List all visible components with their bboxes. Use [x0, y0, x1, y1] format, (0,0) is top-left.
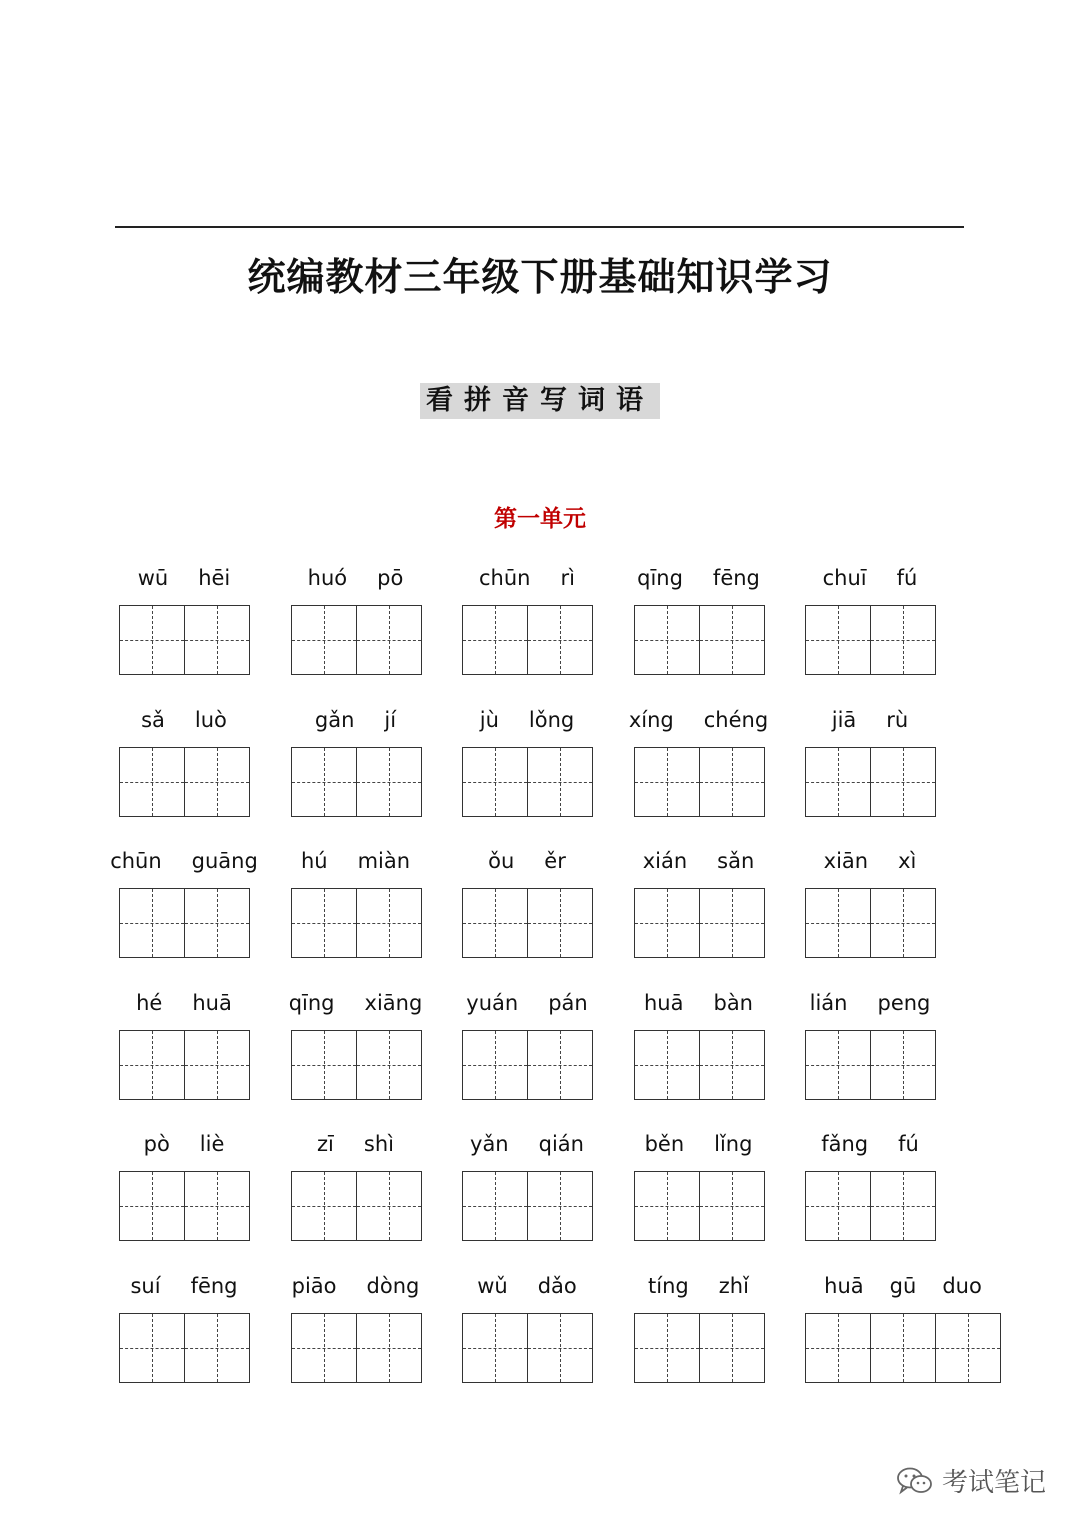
- pinyin-label: [803, 849, 937, 879]
- pinyin-label: [289, 566, 423, 596]
- writing-cell[interactable]: [805, 747, 871, 817]
- pinyin-label: [632, 849, 766, 879]
- writing-cell[interactable]: [357, 1313, 422, 1383]
- writing-cell[interactable]: [119, 1171, 185, 1241]
- writing-boxes: [805, 605, 936, 675]
- pinyin-syllable: zī: [317, 1132, 334, 1157]
- pinyin-syllable: běn: [644, 1132, 685, 1157]
- pinyin-syllable: fú: [896, 566, 918, 590]
- writing-boxes: [119, 888, 250, 958]
- pinyin-label: [289, 1132, 423, 1162]
- pinyin-syllable: yǎn: [470, 1132, 509, 1157]
- pinyin-label: [803, 1132, 937, 1162]
- pinyin-label: [289, 708, 423, 738]
- pinyin-syllable: wǔ: [477, 1273, 508, 1298]
- writing-cell[interactable]: [871, 1171, 936, 1241]
- pinyin-syllable: sǎn: [717, 849, 755, 874]
- writing-cell[interactable]: [700, 888, 765, 958]
- writing-boxes: [291, 888, 422, 958]
- writing-boxes: [634, 747, 765, 817]
- pinyin-syllable: huā: [824, 1273, 864, 1298]
- pinyin-syllable: guāng: [191, 849, 258, 874]
- writing-cell[interactable]: [634, 605, 700, 675]
- writing-boxes: [119, 1313, 250, 1383]
- writing-cell[interactable]: [291, 888, 357, 958]
- writing-cell[interactable]: [871, 1313, 936, 1383]
- word-item: [632, 843, 804, 985]
- writing-boxes: [462, 1313, 593, 1383]
- writing-cell[interactable]: [185, 747, 250, 817]
- pinyin-label: [117, 708, 251, 738]
- writing-cell[interactable]: [528, 605, 593, 675]
- writing-cell[interactable]: [528, 1313, 593, 1383]
- pinyin-label: [632, 991, 766, 1021]
- writing-boxes: [462, 747, 593, 817]
- writing-boxes: [462, 1171, 593, 1241]
- word-item: [460, 843, 632, 985]
- pinyin-syllable: pán: [548, 990, 588, 1015]
- writing-cell[interactable]: [805, 605, 871, 675]
- writing-cell[interactable]: [119, 747, 185, 817]
- writing-boxes: [119, 747, 250, 817]
- pinyin-syllable: qián: [538, 1132, 584, 1157]
- word-item: [632, 1126, 804, 1268]
- writing-cell[interactable]: [528, 1030, 593, 1100]
- pinyin-syllable: lǒng: [528, 707, 575, 732]
- pinyin-label: [460, 1132, 594, 1162]
- writing-cell[interactable]: [871, 1030, 936, 1100]
- pinyin-syllable: piāo: [291, 1273, 337, 1298]
- writing-cell[interactable]: [528, 888, 593, 958]
- pinyin-syllable: luò: [194, 707, 227, 732]
- pinyin-syllable: hé: [136, 990, 163, 1015]
- pinyin-syllable: peng: [877, 990, 931, 1015]
- pinyin-label: [803, 566, 937, 596]
- writing-cell[interactable]: [634, 1171, 700, 1241]
- writing-cell[interactable]: [291, 1313, 357, 1383]
- writing-cell[interactable]: [634, 747, 700, 817]
- pinyin-syllable: xíng: [628, 707, 674, 732]
- writing-boxes: [119, 605, 250, 675]
- pinyin-syllable: chūn: [479, 566, 531, 590]
- writing-boxes: [119, 1030, 250, 1100]
- word-item: [289, 560, 461, 702]
- pinyin-label: [110, 849, 258, 879]
- word-item: [460, 560, 632, 702]
- pinyin-syllable: fǎng: [821, 1132, 869, 1157]
- pinyin-syllable: liè: [199, 1132, 225, 1157]
- pinyin-label: [460, 566, 594, 596]
- top-rule: [115, 226, 964, 228]
- watermark-text: 考试笔记: [941, 1468, 1046, 1498]
- watermark: [896, 1462, 1046, 1499]
- writing-cell[interactable]: [357, 605, 422, 675]
- pinyin-syllable: fú: [898, 1132, 919, 1157]
- writing-cell[interactable]: [462, 605, 528, 675]
- writing-boxes: [805, 1313, 1001, 1383]
- writing-cell[interactable]: [871, 747, 936, 817]
- pinyin-label: [289, 1274, 423, 1304]
- word-item: [289, 1268, 461, 1410]
- writing-cell[interactable]: [700, 1171, 765, 1241]
- writing-boxes: [291, 1171, 422, 1241]
- pinyin-syllable: jiā: [831, 707, 857, 732]
- pinyin-syllable: pō: [377, 566, 404, 590]
- writing-boxes: [291, 1030, 422, 1100]
- writing-boxes: [634, 1030, 765, 1100]
- pinyin-syllable: chūn: [110, 849, 162, 874]
- writing-cell[interactable]: [291, 605, 357, 675]
- writing-cell[interactable]: [185, 1171, 250, 1241]
- wechat-icon: [896, 1466, 934, 1496]
- writing-cell[interactable]: [805, 1030, 871, 1100]
- word-item: [460, 1126, 632, 1268]
- writing-boxes: [291, 747, 422, 817]
- writing-boxes: [805, 747, 936, 817]
- pinyin-syllable: gǎn: [314, 707, 355, 732]
- pinyin-syllable: lián: [809, 990, 848, 1015]
- pinyin-syllable: xiāng: [364, 990, 423, 1015]
- word-item: [632, 985, 804, 1127]
- pinyin-label: [632, 1274, 766, 1304]
- writing-boxes: [634, 1313, 765, 1383]
- word-item: [803, 1268, 982, 1410]
- pinyin-label: [803, 708, 937, 738]
- writing-cell[interactable]: [805, 1313, 871, 1383]
- pinyin-syllable: huó: [307, 566, 348, 590]
- pinyin-syllable: xiān: [823, 849, 869, 874]
- pinyin-syllable: xì: [898, 849, 917, 874]
- writing-boxes: [291, 605, 422, 675]
- pinyin-label: [117, 1274, 251, 1304]
- page-title: 统编教材三年级下册基础知识学习: [247, 255, 833, 299]
- writing-boxes: [634, 1171, 765, 1241]
- word-item: [460, 1268, 632, 1410]
- word-item: [803, 560, 975, 702]
- writing-cell[interactable]: [462, 1030, 528, 1100]
- writing-cell[interactable]: [871, 888, 936, 958]
- word-item: [628, 702, 804, 844]
- section-heading: 看拼音写词语: [420, 383, 660, 419]
- writing-cell[interactable]: [185, 888, 250, 958]
- writing-cell[interactable]: [936, 1313, 1001, 1383]
- pinyin-syllable: gū: [889, 1273, 917, 1298]
- pinyin-syllable: fēng: [190, 1273, 238, 1298]
- pinyin-label: [803, 991, 937, 1021]
- pinyin-syllable: fēng: [712, 566, 760, 590]
- pinyin-syllable: jù: [479, 707, 499, 732]
- pinyin-label: [289, 849, 423, 879]
- pinyin-syllable: dòng: [366, 1273, 420, 1298]
- word-item: [289, 985, 461, 1127]
- writing-cell[interactable]: [185, 1313, 250, 1383]
- word-item: [803, 843, 975, 985]
- writing-cell[interactable]: [119, 1030, 185, 1100]
- writing-cell[interactable]: [462, 1171, 528, 1241]
- pinyin-syllable: sǎ: [141, 707, 165, 732]
- word-item: [460, 702, 632, 844]
- writing-cell[interactable]: [700, 1313, 765, 1383]
- writing-cell[interactable]: [805, 888, 871, 958]
- pinyin-label: [460, 991, 594, 1021]
- writing-boxes: [634, 888, 765, 958]
- pinyin-syllable: shì: [363, 1132, 394, 1157]
- word-item: [632, 1268, 804, 1410]
- unit-title: 第一单元: [494, 506, 586, 532]
- writing-cell[interactable]: [634, 1030, 700, 1100]
- writing-cell[interactable]: [291, 747, 357, 817]
- writing-boxes: [462, 888, 593, 958]
- pinyin-syllable: miàn: [357, 849, 411, 874]
- pinyin-syllable: ǒu: [488, 849, 515, 874]
- pinyin-label: [289, 991, 423, 1021]
- pinyin-syllable: huā: [192, 990, 232, 1015]
- pinyin-label: [117, 991, 251, 1021]
- pinyin-syllable: chéng: [703, 707, 769, 732]
- word-item: [289, 1126, 461, 1268]
- pinyin-syllable: bàn: [713, 990, 753, 1015]
- writing-cell[interactable]: [119, 605, 185, 675]
- pinyin-label: [117, 1132, 251, 1162]
- pinyin-syllable: xián: [642, 849, 688, 874]
- writing-boxes: [805, 888, 936, 958]
- writing-cell[interactable]: [528, 1171, 593, 1241]
- pinyin-syllable: tíng: [648, 1273, 689, 1298]
- word-item: [803, 702, 975, 844]
- writing-boxes: [291, 1313, 422, 1383]
- pinyin-label: [803, 1274, 1003, 1304]
- pinyin-label: [632, 1132, 766, 1162]
- writing-cell[interactable]: [462, 747, 528, 817]
- pinyin-syllable: yuán: [466, 990, 519, 1015]
- word-item: [117, 702, 289, 844]
- section-heading-wrap: [0, 383, 1080, 419]
- pinyin-label: [628, 707, 769, 738]
- writing-cell[interactable]: [700, 605, 765, 675]
- pinyin-syllable: rì: [560, 566, 575, 590]
- writing-cell[interactable]: [357, 888, 422, 958]
- pinyin-syllable: huā: [643, 990, 684, 1015]
- writing-cell[interactable]: [357, 1171, 422, 1241]
- writing-cell[interactable]: [357, 1030, 422, 1100]
- word-item: [117, 1268, 289, 1410]
- pinyin-syllable: suí: [130, 1273, 161, 1298]
- writing-boxes: [462, 605, 593, 675]
- word-grid: [110, 560, 982, 1410]
- writing-boxes: [462, 1030, 593, 1100]
- word-item: [632, 560, 804, 702]
- pinyin-syllable: qīng: [637, 566, 683, 590]
- writing-cell[interactable]: [119, 888, 185, 958]
- pinyin-syllable: jí: [384, 707, 397, 732]
- word-item: [289, 702, 461, 844]
- pinyin-label: [460, 849, 594, 879]
- writing-cell[interactable]: [634, 888, 700, 958]
- writing-cell[interactable]: [805, 1171, 871, 1241]
- word-item: [117, 985, 289, 1127]
- writing-cell[interactable]: [700, 747, 765, 817]
- writing-boxes: [805, 1030, 936, 1100]
- pinyin-syllable: ěr: [544, 849, 566, 874]
- pinyin-syllable: hú: [300, 849, 328, 874]
- writing-cell[interactable]: [291, 1171, 357, 1241]
- word-item: [117, 1126, 289, 1268]
- pinyin-label: [460, 1274, 594, 1304]
- writing-cell[interactable]: [119, 1313, 185, 1383]
- writing-cell[interactable]: [528, 747, 593, 817]
- pinyin-syllable: wū: [137, 566, 169, 590]
- pinyin-syllable: rù: [886, 707, 909, 732]
- writing-cell[interactable]: [357, 747, 422, 817]
- pinyin-label: [460, 708, 594, 738]
- word-item: [803, 1126, 975, 1268]
- writing-cell[interactable]: [185, 1030, 250, 1100]
- word-item: [289, 843, 461, 985]
- word-item: [803, 985, 975, 1127]
- writing-boxes: [119, 1171, 250, 1241]
- writing-cell[interactable]: [871, 605, 936, 675]
- writing-cell[interactable]: [700, 1030, 765, 1100]
- pinyin-syllable: duo: [942, 1273, 982, 1298]
- pinyin-syllable: qīng: [288, 990, 335, 1015]
- writing-cell[interactable]: [462, 888, 528, 958]
- pinyin-syllable: pò: [143, 1132, 170, 1157]
- word-item: [117, 560, 289, 702]
- pinyin-syllable: lǐng: [714, 1132, 753, 1157]
- writing-boxes: [805, 1171, 936, 1241]
- writing-cell[interactable]: [185, 605, 250, 675]
- writing-cell[interactable]: [291, 1030, 357, 1100]
- pinyin-label: [117, 566, 251, 596]
- writing-cell[interactable]: [634, 1313, 700, 1383]
- word-item: [460, 985, 632, 1127]
- pinyin-syllable: chuī: [822, 566, 867, 590]
- pinyin-syllable: zhǐ: [718, 1273, 749, 1298]
- pinyin-syllable: dǎo: [537, 1273, 577, 1298]
- writing-boxes: [634, 605, 765, 675]
- writing-cell[interactable]: [462, 1313, 528, 1383]
- word-item: [110, 843, 289, 985]
- pinyin-syllable: hēi: [198, 566, 231, 590]
- pinyin-label: [632, 566, 766, 596]
